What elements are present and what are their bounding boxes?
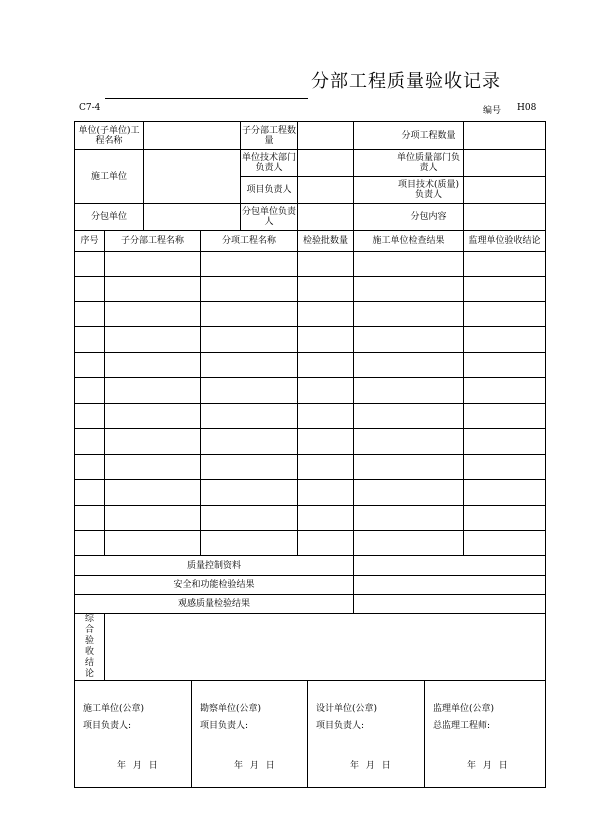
signature-block [75, 681, 191, 787]
quality-data-label: 质量控制资料 [75, 556, 354, 576]
cell-item-name[interactable] [201, 480, 298, 506]
table-row [75, 455, 546, 480]
cell-supervisor-conclusion[interactable] [464, 404, 546, 429]
cell-sub-name[interactable] [105, 455, 201, 480]
cell-batch-count[interactable] [298, 455, 354, 480]
unit-name-value[interactable] [144, 122, 241, 150]
construction-unit-label: 施工单位 [75, 150, 144, 204]
safety-results-label: 安全和功能检验结果 [75, 576, 354, 595]
table-row [75, 252, 546, 277]
cell-contractor-result[interactable] [354, 455, 464, 480]
col-contractor-result: 施工单位检查结果 [354, 231, 464, 252]
cell-item-name[interactable] [201, 404, 298, 429]
cell-seq[interactable] [75, 327, 105, 353]
cell-supervisor-conclusion[interactable] [464, 378, 546, 404]
cell-batch-count[interactable] [298, 252, 354, 277]
cell-contractor-result[interactable] [354, 353, 464, 378]
cell-item-name[interactable] [201, 353, 298, 378]
cell-sub-name[interactable] [105, 252, 201, 277]
construction-unit-value[interactable] [144, 150, 241, 204]
cell-supervisor-conclusion[interactable] [464, 327, 546, 353]
signature-date: 年 月 日 [467, 761, 510, 771]
cell-batch-count[interactable] [298, 302, 354, 327]
signature-block [191, 681, 308, 787]
cell-supervisor-conclusion[interactable] [464, 506, 546, 531]
cell-batch-count[interactable] [298, 353, 354, 378]
cell-batch-count[interactable] [298, 378, 354, 404]
cell-contractor-result[interactable] [354, 252, 464, 277]
table-row [75, 404, 546, 429]
cell-contractor-result[interactable] [354, 277, 464, 302]
cell-supervisor-conclusion[interactable] [464, 277, 546, 302]
col-sub-name: 子分部工程名称 [105, 231, 201, 252]
cell-contractor-result[interactable] [354, 429, 464, 455]
cell-batch-count[interactable] [298, 429, 354, 455]
signature-date: 年 月 日 [234, 761, 277, 771]
cell-contractor-result[interactable] [354, 302, 464, 327]
quality-dept-value[interactable] [464, 150, 546, 177]
cell-sub-name[interactable] [105, 302, 201, 327]
unit-name-label: 单位(子单位)工程名称 [75, 122, 144, 150]
cell-seq[interactable] [75, 353, 105, 378]
cell-item-name[interactable] [201, 531, 298, 556]
signature-unit: 勘察单位(公章) [200, 704, 262, 714]
subcontract-content-value[interactable] [464, 204, 546, 231]
cell-supervisor-conclusion[interactable] [464, 455, 546, 480]
cell-batch-count[interactable] [298, 327, 354, 353]
col-item-name: 分项工程名称 [201, 231, 298, 252]
tech-dept-value[interactable] [298, 150, 354, 177]
table-row [75, 480, 546, 506]
signature-role: 总监理工程师: [433, 721, 491, 731]
cell-item-name[interactable] [201, 302, 298, 327]
signature-unit: 施工单位(公章) [83, 704, 145, 714]
cell-batch-count[interactable] [298, 480, 354, 506]
title-underline [105, 98, 308, 99]
cell-batch-count[interactable] [298, 506, 354, 531]
signature-block [424, 681, 541, 787]
acceptance-form-table [74, 121, 546, 788]
cell-supervisor-conclusion[interactable] [464, 353, 546, 378]
cell-sub-name[interactable] [105, 277, 201, 302]
cell-batch-count[interactable] [298, 531, 354, 556]
cell-contractor-result[interactable] [354, 531, 464, 556]
conclusion-label: 综合验收结论 [75, 614, 105, 681]
subcontract-manager-value[interactable] [298, 204, 354, 231]
number-value: H08 [517, 103, 537, 113]
cell-sub-name[interactable] [105, 327, 201, 353]
cell-item-name[interactable] [201, 429, 298, 455]
item-count-value[interactable] [464, 122, 546, 150]
cell-seq[interactable] [75, 252, 105, 277]
signature-date: 年 月 日 [117, 761, 160, 771]
cell-batch-count[interactable] [298, 404, 354, 429]
page-title: 分部工程质量验收记录 [311, 71, 501, 92]
subcontract-manager-label: 分包单位负责人 [241, 204, 298, 231]
table-row [75, 429, 546, 455]
cell-item-name[interactable] [201, 252, 298, 277]
safety-results-value[interactable] [354, 576, 546, 595]
cell-seq[interactable] [75, 455, 105, 480]
cell-seq[interactable] [75, 429, 105, 455]
sub-count-value[interactable] [298, 122, 354, 150]
cell-seq[interactable] [75, 480, 105, 506]
col-seq: 序号 [75, 231, 105, 252]
signature-block [307, 681, 424, 787]
cell-sub-name[interactable] [105, 353, 201, 378]
subcontract-content-label: 分包内容 [354, 204, 464, 231]
appearance-results-label: 观感质量检验结果 [75, 595, 354, 614]
col-batch-count: 检验批数量 [298, 231, 354, 252]
signature-role: 项目负责人: [316, 721, 365, 731]
item-count-label: 分项工程数量 [354, 122, 464, 150]
table-row [75, 302, 546, 327]
table-row [75, 327, 546, 353]
cell-batch-count[interactable] [298, 277, 354, 302]
signature-role: 项目负责人: [83, 721, 132, 731]
table-row [75, 353, 546, 378]
cell-supervisor-conclusion[interactable] [464, 531, 546, 556]
cell-contractor-result[interactable] [354, 404, 464, 429]
signature-date: 年 月 日 [350, 761, 393, 771]
cell-seq[interactable] [75, 404, 105, 429]
table-row [75, 506, 546, 531]
cell-contractor-result[interactable] [354, 378, 464, 404]
cell-sub-name[interactable] [105, 429, 201, 455]
signature-unit: 设计单位(公章) [316, 704, 378, 714]
cell-item-name[interactable] [201, 327, 298, 353]
project-manager-label: 项目负责人 [241, 177, 298, 204]
cell-item-name[interactable] [201, 277, 298, 302]
subcontract-unit-label: 分包单位 [75, 204, 144, 231]
cell-seq[interactable] [75, 378, 105, 404]
project-tech-value[interactable] [464, 177, 546, 204]
sub-count-label: 子分部工程数量 [241, 122, 298, 150]
cell-seq[interactable] [75, 506, 105, 531]
signature-role: 项目负责人: [200, 721, 249, 731]
subcontract-unit-value[interactable] [144, 204, 241, 231]
cell-sub-name[interactable] [105, 506, 201, 531]
cell-item-name[interactable] [201, 506, 298, 531]
number-label: 编号 [483, 106, 502, 116]
cell-sub-name[interactable] [105, 531, 201, 556]
cell-sub-name[interactable] [105, 480, 201, 506]
project-tech-label: 项目技术(质量)负责人 [354, 177, 464, 204]
cell-seq[interactable] [75, 277, 105, 302]
cell-item-name[interactable] [201, 455, 298, 480]
cell-contractor-result[interactable] [354, 506, 464, 531]
quality-data-value[interactable] [354, 556, 546, 576]
cell-supervisor-conclusion[interactable] [464, 302, 546, 327]
project-manager-value[interactable] [298, 177, 354, 204]
cell-seq[interactable] [75, 302, 105, 327]
cell-item-name[interactable] [201, 378, 298, 404]
signature-unit: 监理单位(公章) [433, 704, 495, 714]
cell-sub-name[interactable] [105, 404, 201, 429]
cell-contractor-result[interactable] [354, 480, 464, 506]
form-code: C7-4 [79, 103, 101, 113]
appearance-results-value[interactable] [354, 595, 546, 614]
cell-seq[interactable] [75, 531, 105, 556]
cell-supervisor-conclusion[interactable] [464, 429, 546, 455]
tech-dept-label: 单位技术部门负责人 [241, 150, 298, 177]
cell-contractor-result[interactable] [354, 327, 464, 353]
table-row [75, 277, 546, 302]
col-supervisor-conclusion: 监理单位验收结论 [464, 231, 546, 252]
cell-supervisor-conclusion[interactable] [464, 252, 546, 277]
cell-sub-name[interactable] [105, 378, 201, 404]
table-row [75, 378, 546, 404]
conclusion-value[interactable] [105, 614, 546, 681]
quality-dept-label: 单位质量部门负责人 [354, 150, 464, 177]
table-row [75, 531, 546, 556]
cell-supervisor-conclusion[interactable] [464, 480, 546, 506]
signature-area [75, 681, 546, 788]
